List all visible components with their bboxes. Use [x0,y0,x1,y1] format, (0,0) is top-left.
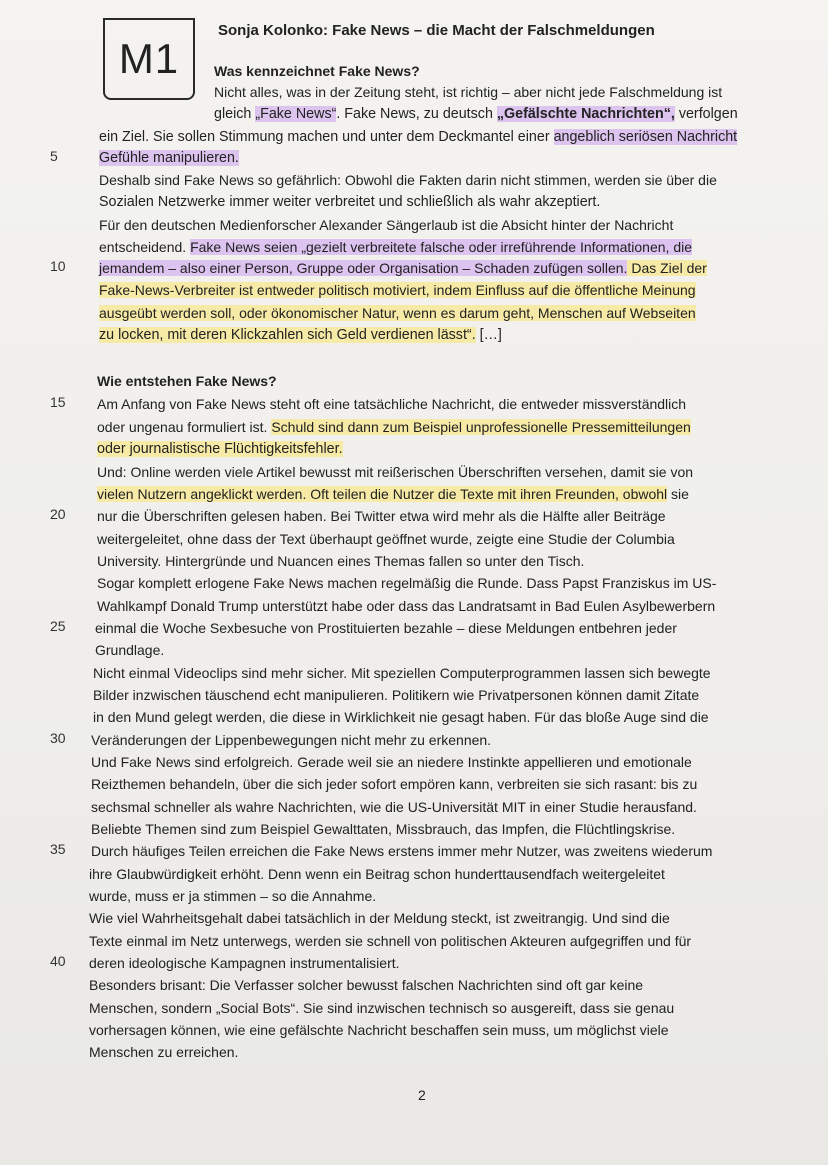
text-line: Grundlage. [95,642,165,658]
text-line: Deshalb sind Fake News so gefährlich: Obwohl die Fakten darin nicht stimmen, werden sie über die [99,172,717,188]
text-line: sechsmal schneller als wahre Nachrichten, wie die US-Universität MIT in einer Studie herausfand. [91,799,697,815]
highlight-yellow: Schuld sind dann zum Beispiel unprofessionelle Pressemitteilungen [271,419,691,435]
text-line [97,439,343,459]
text-line: deren ideologische Kampagnen instrumentalisiert. [89,955,400,971]
text-line: Wie viel Wahrheitsgehalt dabei tatsächlich in der Meldung steckt, ist zweitrangig. Und sind die [89,910,670,926]
text-line: Veränderungen der Lippenbewegungen nicht mehr zu erkennen. [91,732,492,748]
text-line: Durch häufiges Teilen erreichen die Fake News erstens immer mehr Nutzer, was zweitens wiederum [91,843,713,859]
text-line: Für den deutschen Medienforscher Alexander Sängerlaub ist die Absicht hinter der Nachricht [99,217,674,233]
text-line: oder ungenau formuliert ist. Schuld sind dann zum Beispiel unprofessionelle Pressemitteilungen [97,419,691,435]
material-label: M1 [118,35,180,82]
highlight-purple: Fake News seien „gezielt verbreitete falsche oder irreführende Informationen, die [190,239,693,255]
line-number: 10 [50,258,66,274]
text-line: Nicht einmal Videoclips sind mehr sicher. Mit speziellen Computerprogrammen lassen sich bewegte [93,665,711,681]
text-line: Menschen, sondern „Social Bots“. Sie sind inzwischen technisch so ausgereift, dass sie genau [89,1000,675,1016]
article-title: Sonja Kolonko: Fake News – die Macht der Falschmeldungen [218,22,655,39]
text-line: Besonders brisant: Die Verfasser solcher bewusst falschen Nachrichten sind oft gar keine [89,977,644,993]
highlight-yellow: Fake-News-Verbreiter ist entweder politisch motiviert, indem Einfluss auf die öffentliche Meinung [99,282,696,298]
text-line: entscheidend. Fake News seien „gezielt verbreitete falsche oder irreführende Informationen, die [99,239,693,255]
text-line: Menschen zu erreichen. [89,1044,239,1060]
text-line: Und: Online werden viele Artikel bewusst mit reißerischen Überschriften versehen, damit sie von [97,464,694,480]
text-line: vorhersagen können, wie eine gefälschte Nachricht beschaffen sein muss, um möglichst viele [89,1022,669,1038]
text-line: nur die Überschriften gelesen haben. Bei Twitter etwa wird mehr als die Hälfte aller Beiträge [97,508,666,524]
text-line [99,303,696,323]
text-line: Am Anfang von Fake News steht oft eine tatsächliche Nachricht, die entweder missverständlich [97,396,687,412]
highlight-yellow: Das Ziel der [627,260,707,276]
text-line: Wahlkampf Donald Trump unterstützt habe oder dass das Landratsamt in Bad Eulen Asylbewerbern [97,598,716,614]
text-line [99,280,696,300]
highlight-yellow: vielen Nutzern angeklickt werden. [97,486,307,502]
text-line: Sogar komplett erlogene Fake News machen regelmäßig die Runde. Dass Papst Franziskus im US- [97,575,717,591]
text-line: Sozialen Netzwerke immer weiter verbreitet und schließlich als wahr akzeptiert. [99,194,601,210]
text-line: wurde, muss er ja stimmen – so die Annahme. [89,888,377,904]
text-line: einmal die Woche Sexbesuche von Prostituierten bezahle – diese Meldungen entbehren jeder [95,620,677,636]
text-line: ein Ziel. Sie sollen Stimmung machen und unter dem Deckmantel einer angeblich seriösen Nachricht [99,129,738,145]
line-number: 35 [50,841,66,857]
highlight-yellow: ausgeübt werden soll, oder ökonomischer Natur, wenn es darum geht, Menschen auf Webseiten [99,305,696,321]
highlight-yellow: Oft teilen die Nutzer die Texte mit ihren Freunden, obwohl [306,486,668,502]
text-line: vielen Nutzern angeklickt werden. Oft teilen die Nutzer die Texte mit ihren Freunden, obwohl sie [97,486,689,502]
highlight-purple: „Fake News“ [255,106,337,122]
material-label-box [103,18,195,100]
text-line: weitergeleitet, ohne dass der Text überhaupt geöffnet wurde, zeigte eine Studie der Columbia [97,531,675,547]
highlight-purple: „Gefälschte Nachrichten“, [496,106,675,122]
text-line: zu locken, mit deren Klickzahlen sich Geld verdienen lässt“. […] [99,327,502,343]
text-line: Und Fake News sind erfolgreich. Gerade weil sie an niedere Instinkte appellieren und emotionale [91,754,692,770]
line-number: 20 [50,506,66,522]
section-heading-1: Was kennzeichnet Fake News? [214,63,420,79]
text-line: Bilder inzwischen täuschend echt manipulieren. Politikern wie Privatpersonen können damit Zitate [93,687,700,703]
highlight-purple: jemandem – also einer Person, Gruppe oder Organisation – Schaden zufügen sollen. [99,260,628,276]
text-line: Texte einmal im Netz unterwegs, werden sie schnell von politischen Akteuren aufgegriffen und für [89,933,692,949]
section-heading-2: Wie entstehen Fake News? [97,373,277,389]
line-number: 5 [50,148,58,164]
highlight-yellow: oder journalistische Flüchtigkeitsfehler. [97,441,343,457]
text-line: in den Mund gelegt werden, die diese in Wirklichkeit nie gesagt haben. Für das bloße Auge sind die [93,709,709,725]
text-line [99,258,707,278]
text-line: Reizthemen behandeln, über die sich jeder sofort empören kann, verbreiten sie sich rasant: bis zu [91,776,698,792]
highlight-purple: angeblich seriösen Nachricht [553,129,738,145]
text-line [99,148,239,168]
line-number: 30 [50,730,66,746]
line-number: 40 [50,953,66,969]
line-number: 15 [50,394,66,410]
page-number: 2 [418,1087,426,1103]
text-line: University. Hintergründe und Nuancen eines Themas fallen so unter den Tisch. [97,553,585,569]
highlight-yellow: zu locken, mit deren Klickzahlen sich Geld verdienen lässt“. [99,327,476,343]
text-line: Beliebte Themen sind zum Beispiel Gewalttaten, Missbrauch, das Impfen, die Flüchtlingskrise. [91,821,676,837]
text-line: ihre Glaubwürdigkeit erhöht. Denn wenn ein Beitrag schon hunderttausendfach weitergeleitet [89,866,665,882]
text-line: gleich „Fake News“. Fake News, zu deutsch „Gefälschte Nachrichten“, verfolgen [214,106,738,122]
highlight-purple: Gefühle manipulieren. [99,150,239,166]
text-line: Nicht alles, was in der Zeitung steht, ist richtig – aber nicht jede Falschmeldung ist [214,84,723,100]
line-number: 25 [50,618,66,634]
